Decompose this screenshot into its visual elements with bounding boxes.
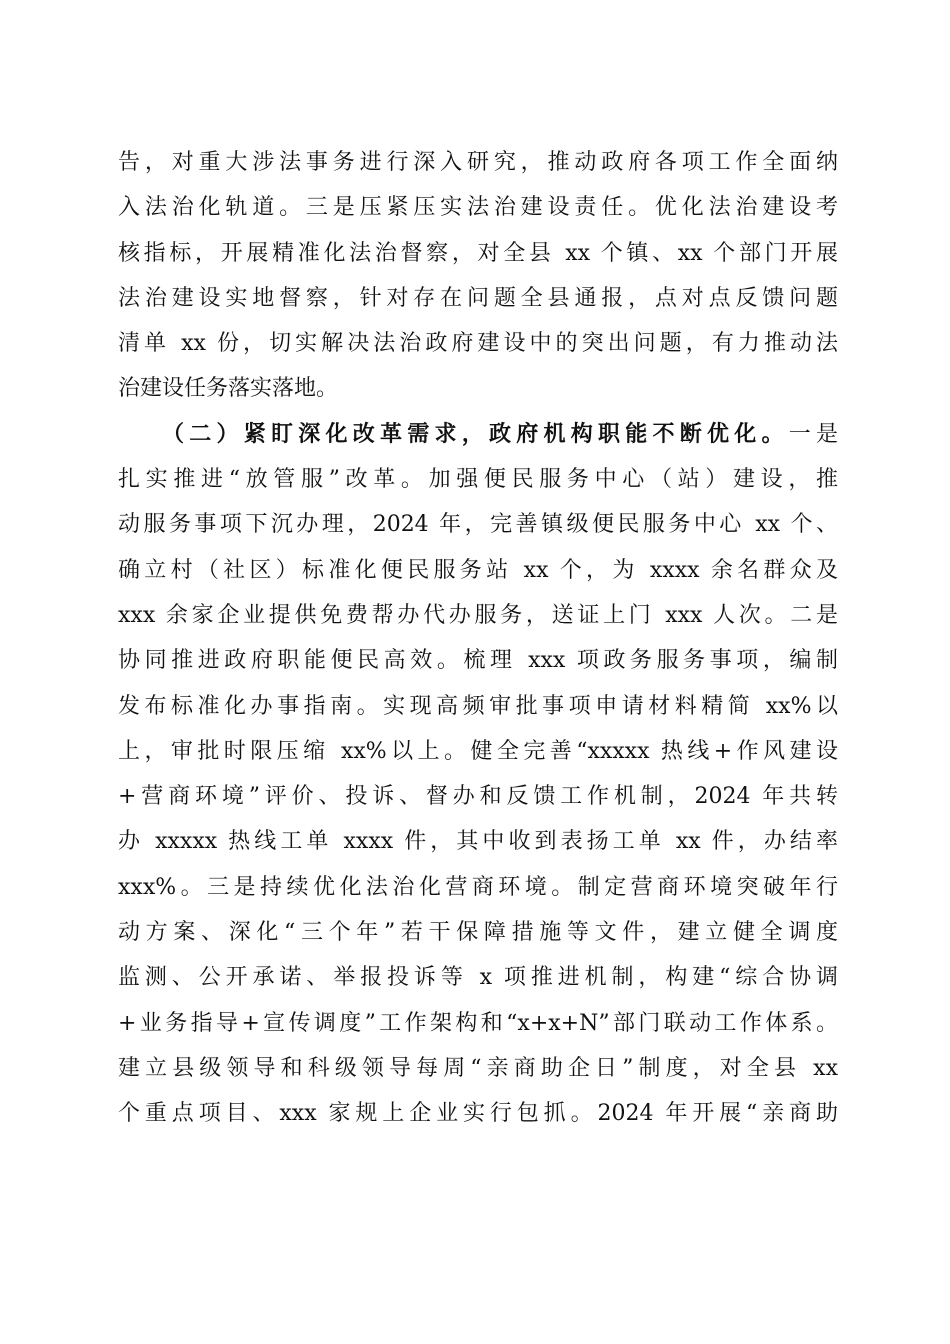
paragraph-1-line: 治建设任务落实落地。 [118,376,339,402]
paragraph-2-line: +业务指导+宣传调度”工作架构和“x+x+N”部门联动工作体系。 [118,1010,838,1036]
paragraph-2-line: 扎实推进“放管服”改革。加强便民服务中心（站）建设，推 [118,467,838,493]
paragraph-2-line: 动方案、深化“三个年”若干保障措施等文件，建立健全调度 [118,920,838,946]
paragraph-2-line: 建立县级领导和科级领导每周“亲商助企日”制度，对全县 xx [118,1055,838,1081]
paragraph-2-first-line [118,412,838,457]
paragraph-2-first-line-text: 一是 [788,421,838,447]
paragraph-2-line: 监测、公开承诺、举报投诉等 x 项推进机制，构建“综合协调 [118,965,838,991]
paragraph-1-line: 核指标，开展精准化法治督察，对全县 xx 个镇、xx 个部门开展 [118,240,838,266]
paragraph-1-line: 告，对重大涉法事务进行深入研究，推动政府各项工作全面纳 [118,150,838,175]
paragraph-2-line: 办 xxxxx 热线工单 xxxx 件，其中收到表扬工单 xx 件，办结率 [118,829,838,855]
section-heading: （二）紧盯深化改革需求，政府机构职能不断优化。 [162,420,789,447]
paragraph-2-line: xxx 余家企业提供免费帮办代办服务，送证上门 xxx 人次。二是 [118,602,838,628]
paragraph-2-line: 确立村（社区）标准化便民服务站 xx 个，为 xxxx 余名群众及 [118,557,838,583]
paragraph-1-line: 入法治化轨道。三是压紧压实法治建设责任。优化法治建设考 [118,195,838,221]
paragraph-2-line: 上，审批时限压缩 xx%以上。健全完善“xxxxx 热线+作风建设 [118,738,838,764]
paragraph-2-line: 协同推进政府职能便民高效。梳理 xxx 项政务服务事项，编制 [118,648,838,674]
paragraph-1-line: 清单 xx 份，切实解决法治政府建设中的突出问题，有力推动法 [118,331,838,357]
paragraph-2-line: +营商环境”评价、投诉、督办和反馈工作机制，2024 年共转 [118,784,838,810]
paragraph-2-line: 个重点项目、xxx 家规上企业实行包抓。2024 年开展“亲商助 [118,1101,838,1127]
document-body [118,140,838,1137]
paragraph-1-line: 法治建设实地督察，针对存在问题全县通报，点对点反馈问题 [118,285,838,311]
paragraph-2-line: xxx%。三是持续优化法治化营商环境。制定营商环境突破年行 [118,874,838,900]
paragraph-2-line: 发布标准化办事指南。实现高频审批事项申请材料精简 xx%以 [118,693,838,719]
paragraph-2-line: 动服务事项下沉办理，2024 年，完善镇级便民服务中心 xx 个、 [118,512,838,538]
